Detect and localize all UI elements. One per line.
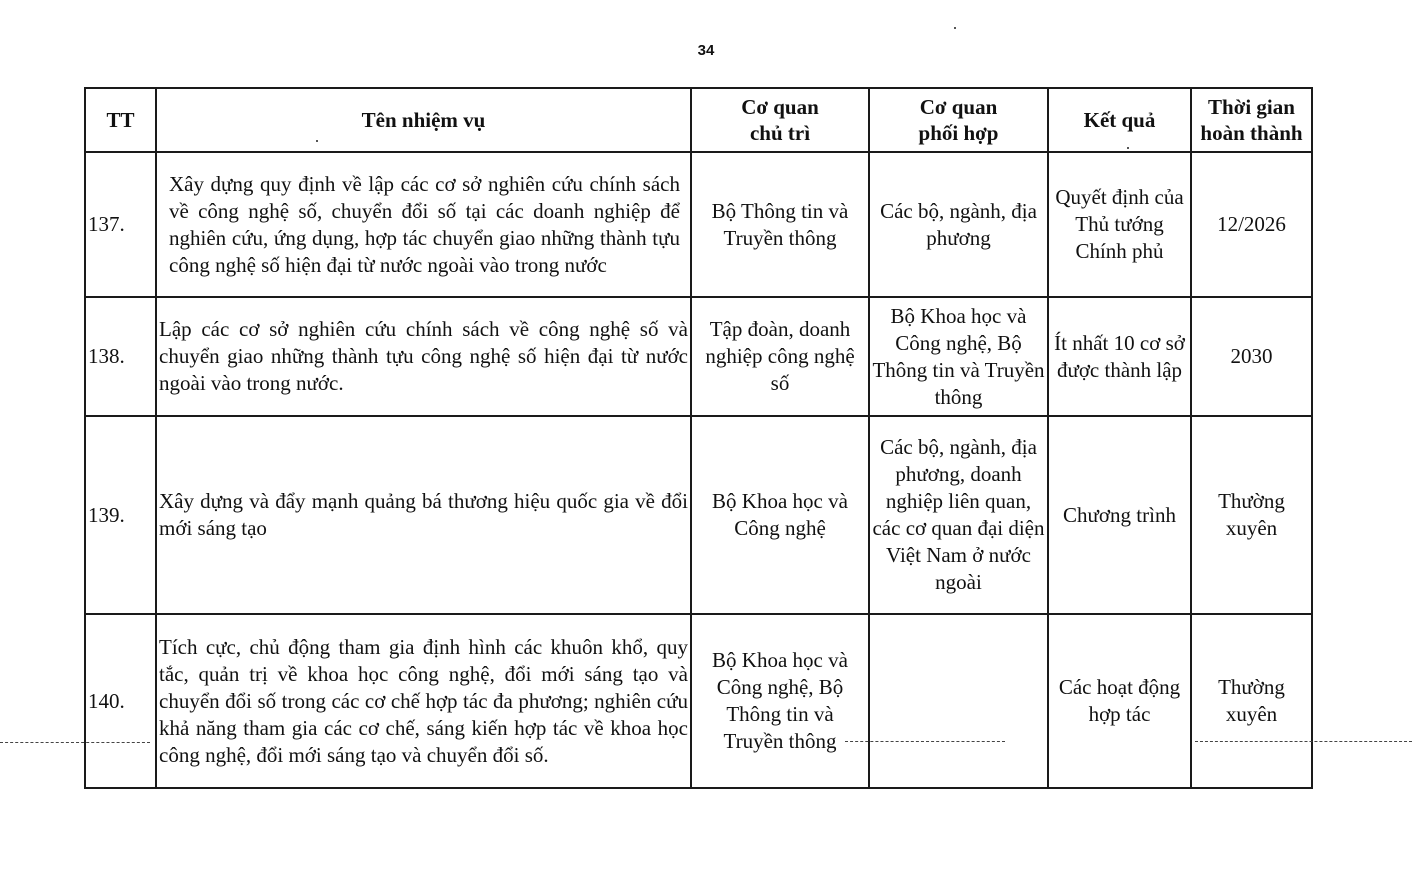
header-coop-agency [869,88,1048,152]
row-number: 140. [85,614,156,788]
header-deadline-line1: Thời gian [1208,95,1295,119]
scan-line-mid [845,741,1005,742]
header-deadline [1191,88,1312,152]
header-deadline-line2: hoàn thành [1200,121,1303,145]
task-name-cell: Lập các cơ sở nghiên cứu chính sách về công nghệ số và chuyển giao những thành tựu công nghệ số hiện đại từ nước ngoài vào trong nước. [156,297,691,416]
result-cell: Ít nhất 10 cơ sở được thành lập [1048,297,1191,416]
table-row [85,614,1312,788]
deadline-cell: Thường xuyên [1191,614,1312,788]
row-number: 137. [85,152,156,297]
deadline-cell: 2030 [1191,297,1312,416]
coop-agency-cell [869,614,1048,788]
header-task-name: Tên nhiệm vụ [156,88,691,152]
task-name-cell: Tích cực, chủ động tham gia định hình các khuôn khổ, quy tắc, quản trị về khoa học công nghệ, đổi mới sáng tạo và chuyển đổi số trong các cơ chế hợp tác đa phương; nghiên cứu khả năng tham gia các cơ chế, sáng kiến hợp tác về khoa học công nghệ, đổi mới sáng tạo và chuyển đổi số. [156,614,691,788]
header-lead-line2: chủ trì [749,121,811,145]
header-coop-line1: Cơ quan [919,95,998,119]
lead-agency-cell: Bộ Khoa học và Công nghệ [691,416,869,614]
deadline-cell: Thường xuyên [1191,416,1312,614]
coop-agency-cell: Các bộ, ngành, địa phương, doanh nghiệp liên quan, các cơ quan đại diện Việt Nam ở nước ngoài [869,416,1048,614]
header-result: Kết quả [1048,88,1191,152]
coop-agency-cell: Các bộ, ngành, địa phương [869,152,1048,297]
deadline-cell: 12/2026 [1191,152,1312,297]
task-table [84,87,1313,789]
page-number: 34 [697,42,715,59]
result-cell: Chương trình [1048,416,1191,614]
scan-line-right [1195,741,1412,742]
header-lead-line1: Cơ quan [741,95,819,119]
row-number: 138. [85,297,156,416]
coop-agency-cell: Bộ Khoa học và Công nghệ, Bộ Thông tin và Truyền thông [869,297,1048,416]
table-header-row [85,88,1312,152]
row-number: 139. [85,416,156,614]
lead-agency-cell: Bộ Thông tin và Truyền thông [691,152,869,297]
scan-line-left [0,742,150,743]
task-name-cell: Xây dựng quy định về lập các cơ sở nghiên cứu chính sách về công nghệ số, chuyển đổi số tại các doanh nghiệp để nghiên cứu, ứng dụng, hợp tác chuyển giao những thành tựu công nghệ số hiện đại từ nước ngoài vào trong nước [156,152,691,297]
result-cell: Các hoạt động hợp tác [1048,614,1191,788]
table-row [85,416,1312,614]
task-name-cell: Xây dựng và đẩy mạnh quảng bá thương hiệu quốc gia về đổi mới sáng tạo [156,416,691,614]
result-cell: Quyết định của Thủ tướng Chính phủ [1048,152,1191,297]
header-tt: TT [85,88,156,152]
scan-speck [316,140,318,142]
header-lead-agency [691,88,869,152]
table-row [85,152,1312,297]
lead-agency-cell: Tập đoàn, doanh nghiệp công nghệ số [691,297,869,416]
header-coop-line2: phối hợp [918,121,999,145]
scan-speck [1127,147,1129,149]
scan-speck [954,27,956,29]
lead-agency-cell: Bộ Khoa học và Công nghệ, Bộ Thông tin và Truyền thông [691,614,869,788]
table-row [85,297,1312,416]
